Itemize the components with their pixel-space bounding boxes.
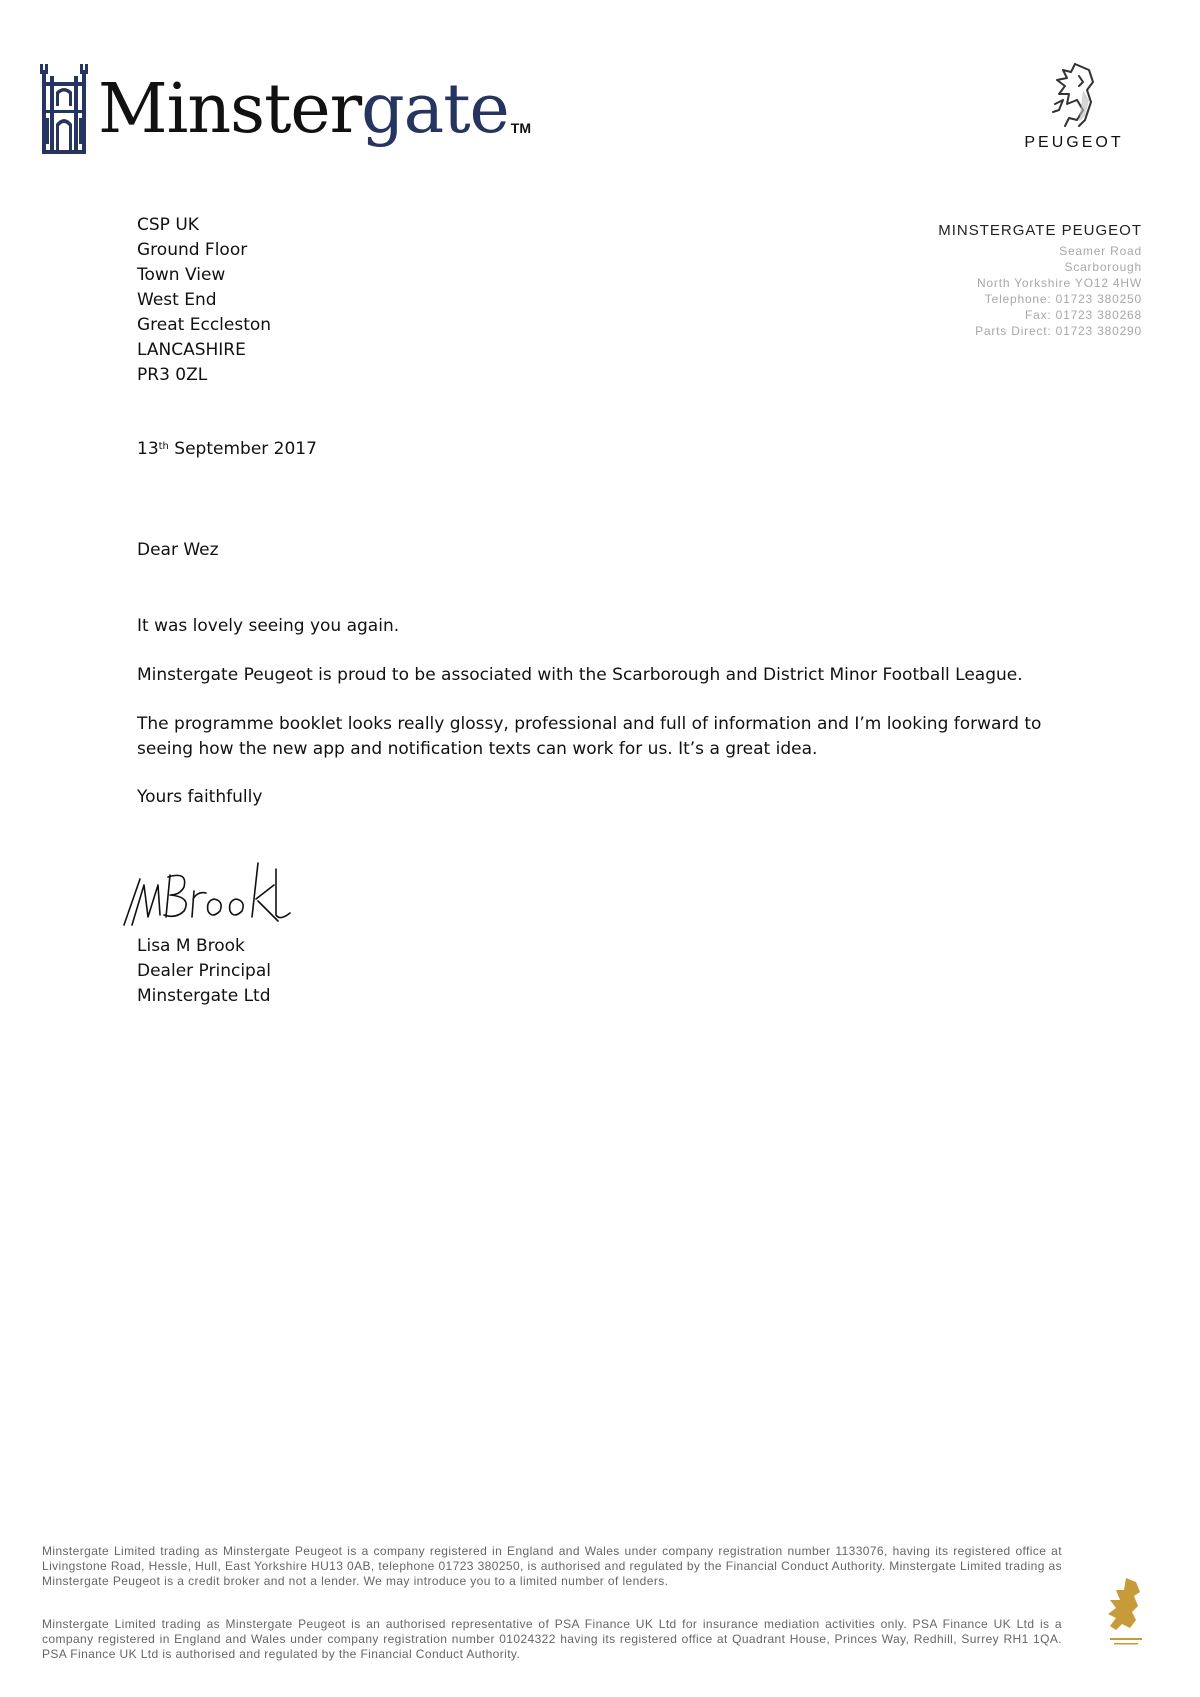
- letter-date: [137, 437, 317, 462]
- sender-name: MINSTERGATE PEUGEOT: [938, 222, 1142, 239]
- recipient-line: Town View: [137, 265, 226, 285]
- minstergate-logo: [40, 60, 531, 160]
- sender-line: Telephone: 01723 380250: [984, 292, 1142, 306]
- date-day: 13: [137, 439, 159, 459]
- signatory-name: Lisa M Brook: [137, 936, 245, 956]
- signatory-company: Minstergate Ltd: [137, 986, 271, 1006]
- sender-line: North Yorkshire YO12 4HW: [976, 276, 1142, 290]
- handwritten-signature: [118, 855, 308, 933]
- closing: Yours faithfully: [137, 787, 263, 807]
- recipient-line: Ground Floor: [137, 240, 248, 260]
- logo-text-highlight: gate: [361, 70, 509, 149]
- sender-line: Fax: 01723 380268: [1024, 308, 1142, 322]
- footer-legal-paragraph: Minstergate Limited trading as Minstergate Peugeot is a company registered in England and Wales under company registration number 1133076, having its registered office at Livingstone Road, Hessle, Hull, East Yorkshire HU13 0AB, telephone 01723 380250, is authorised and regulated by the Financial Conduct Authority. Minstergate Limited trading as Minstergate Peugeot is a credit broker and not a lender. We may introduce you to a limited number of lenders.: [42, 1544, 1062, 1588]
- date-suffix: th: [158, 441, 169, 452]
- body-paragraph: It was lovely seeing you again.: [137, 616, 400, 636]
- recipient-address: [137, 213, 271, 388]
- body-paragraph: Minstergate Peugeot is proud to be associated with the Scarborough and District Minor Football League.: [137, 665, 1023, 685]
- signoff-block: [137, 934, 271, 1009]
- sender-line: Parts Direct: 01723 380290: [975, 324, 1142, 338]
- sender-line: Scarborough: [1064, 260, 1142, 274]
- peugeot-lion-icon: [1039, 60, 1109, 132]
- trademark-mark: TM: [510, 120, 531, 136]
- recipient-line: LANCASHIRE: [137, 340, 246, 360]
- date-rest: September 2017: [168, 439, 317, 459]
- minster-tower-icon: [40, 64, 88, 156]
- logo-wordmark: [98, 62, 531, 158]
- salutation: Dear Wez: [137, 540, 219, 560]
- peugeot-brand: [1004, 60, 1144, 152]
- recipient-line: West End: [137, 290, 217, 310]
- recipient-line: Great Eccleston: [137, 315, 272, 335]
- body-paragraph: The programme booklet looks really glossy, professional and full of information and I’m looking forward to seeing how the new app and notification texts can work for us. It’s a great idea.: [137, 714, 1042, 759]
- signatory-title: Dealer Principal: [137, 961, 271, 981]
- footer-legal-paragraph: Minstergate Limited trading as Minstergate Peugeot is an authorised representative of PSA Finance UK Ltd for insurance mediation activities only. PSA Finance UK Ltd is a company registered in England and Wales under company registration number 01024322 having its registered office at Quadrant House, Princes Way, Redhill, Surrey RH1 1QA. PSA Finance UK Ltd is authorised and regulated by the Financial Conduct Authority.: [42, 1617, 1062, 1661]
- sender-line: Seamer Road: [1059, 244, 1142, 258]
- sender-address: [938, 222, 1142, 339]
- recipient-line: PR3 0ZL: [137, 365, 208, 385]
- logo-text-primary: Minster: [98, 70, 362, 149]
- recipient-line: CSP UK: [137, 215, 199, 235]
- peugeot-wordmark: PEUGEOT: [1024, 134, 1124, 151]
- peugeot-gold-lion-icon: [1096, 1572, 1156, 1652]
